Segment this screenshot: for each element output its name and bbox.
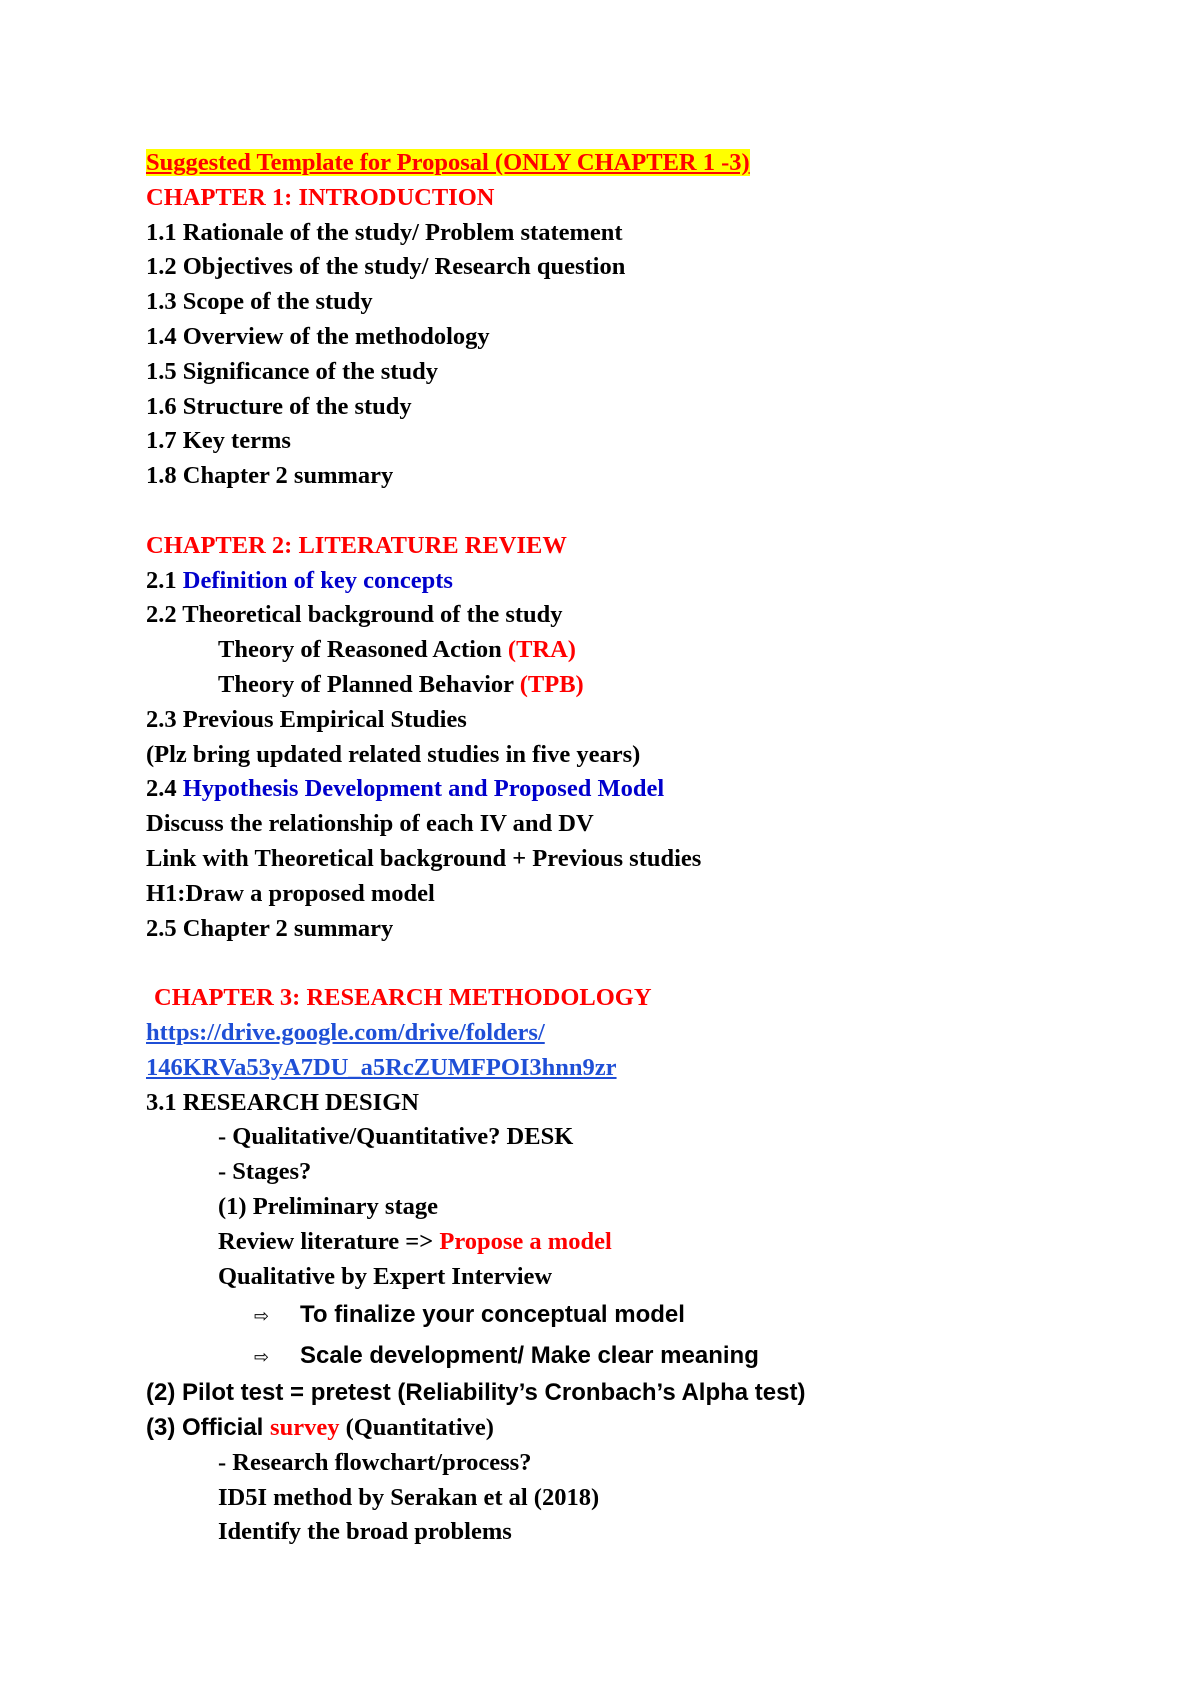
section-1-5: 1.5 Significance of the study (146, 357, 438, 385)
drive-link-line-1[interactable]: https://drive.google.com/drive/folders/ (146, 1018, 545, 1046)
section-2-2: 2.2 Theoretical background of the study (146, 601, 563, 629)
section-1-6: 1.6 Structure of the study (146, 392, 412, 420)
section-1-1: 1.1 Rationale of the study/ Problem statement (146, 218, 623, 246)
tpb-abbreviation: (TPB) (519, 670, 584, 698)
stages-item: - Stages? (218, 1158, 312, 1186)
theory-tpb: Theory of Planned Behavior (TPB) (218, 670, 584, 698)
propose-model-text: Propose a model (439, 1227, 612, 1255)
research-flowchart: - Research flowchart/process? (218, 1448, 532, 1476)
arrow-icon: ⇨ (254, 1347, 270, 1369)
identify-problems: Identify the broad problems (218, 1518, 512, 1546)
document-body (146, 146, 1106, 1550)
section-2-1: 2.1 Definition of key concepts (146, 566, 453, 594)
section-1-2: 1.2 Objectives of the study/ Research question (146, 253, 626, 281)
finalize-bullet: ⇨ To finalize your conceptual model (146, 1294, 1106, 1335)
pilot-test: (2) Pilot test = pretest (Reliability’s Cronbach’s Alpha test) (146, 1379, 806, 1407)
survey-word: survey (270, 1414, 340, 1442)
section-2-5: 2.5 Chapter 2 summary (146, 914, 394, 942)
section-2-4-title: Hypothesis Development and Proposed Model (182, 775, 665, 803)
section-3-1: 3.1 RESEARCH DESIGN (146, 1088, 419, 1116)
discuss-relationship: Discuss the relationship of each IV and DV (146, 810, 594, 838)
section-1-8: 1.8 Chapter 2 summary (146, 462, 394, 490)
section-1-3: 1.3 Scope of the study (146, 288, 373, 316)
preliminary-stage: (1) Preliminary stage (218, 1192, 438, 1220)
chapter-2-heading: CHAPTER 2: LITERATURE REVIEW (146, 531, 567, 559)
section-2-3: 2.3 Previous Empirical Studies (146, 705, 467, 733)
qualitative-expert: Qualitative by Expert Interview (218, 1262, 553, 1290)
document-title: Suggested Template for Proposal (ONLY CHAPTER 1 -3) (146, 149, 750, 176)
section-2-4: 2.4 Hypothesis Development and Proposed Model (146, 775, 665, 803)
link-theory-studies: Link with Theoretical background + Previous studies (146, 844, 702, 872)
blank-line (146, 494, 1106, 529)
tra-abbreviation: (TRA) (507, 636, 576, 664)
drive-link-line-2[interactable]: 146KRVa53yA7DU_a5RcZUMFPOI3hnn9zr (146, 1053, 617, 1081)
section-2-1-title: Definition of key concepts (182, 566, 453, 594)
chapter-3-heading: CHAPTER 3: RESEARCH METHODOLOGY (154, 984, 652, 1012)
official-survey: (3) Official survey (Quantitative) (146, 1414, 494, 1442)
id5i-method: ID5I method by Serakan et al (2018) (218, 1483, 600, 1511)
section-1-7: 1.7 Key terms (146, 427, 291, 455)
section-1-4: 1.4 Overview of the methodology (146, 322, 490, 350)
blank-line (146, 946, 1106, 981)
section-2-3-note: (Plz bring updated related studies in five years) (146, 740, 641, 768)
hypothesis-h1: H1:Draw a proposed model (146, 879, 435, 907)
review-literature: Review literature => Propose a model (218, 1227, 612, 1255)
arrow-icon: ⇨ (254, 1306, 270, 1328)
scale-bullet: ⇨ Scale development/ Make clear meaning (146, 1335, 1106, 1376)
qual-quant-item: - Qualitative/Quantitative? DESK (218, 1123, 574, 1151)
chapter-1-heading: CHAPTER 1: INTRODUCTION (146, 183, 495, 211)
theory-tra: Theory of Reasoned Action (TRA) (218, 636, 576, 664)
